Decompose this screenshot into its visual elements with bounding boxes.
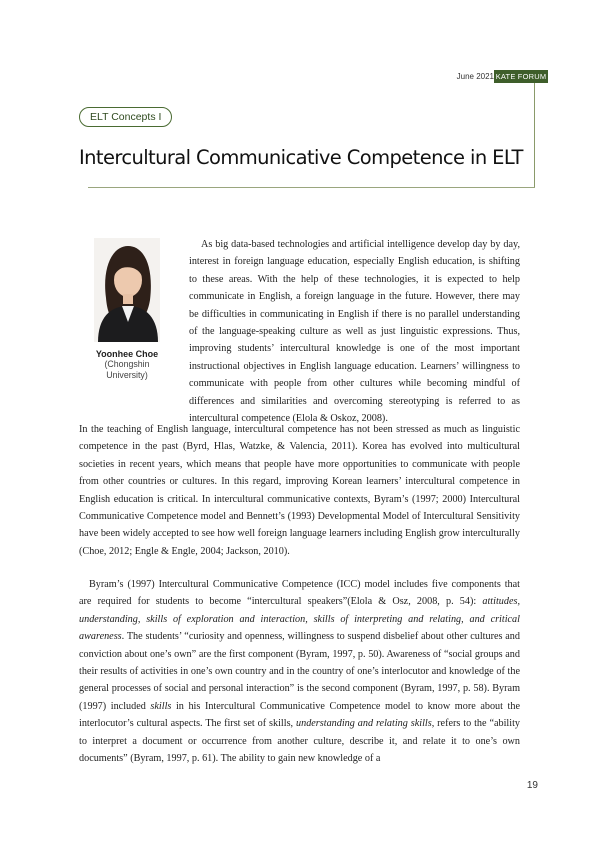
intro-paragraph: As big data-based technologies and artificial intelligence develop day by day, interest in foreign language education, especially English education, is shifting to these areas. With the help of these technologies, it is expected to help communicate in English, a foreign language in the future. However, there may be difficulties in communicating in English if there is no parallel understanding of the language-speaking culture as well as just linguistic expressions. Thus, improving students’ intercultural knowledge is one of the most important instructional objectives in English language education. Learners’ willingness to communicate with people from other cultures while becoming mindful of differences and similarities and overcoming stereotyping is referred to as intercultural competence (Elola & Oskoz, 2008). — [189, 239, 520, 425]
body-paragraph-2 — [79, 576, 520, 767]
icc-components-italic: attitudes, understanding, skills of exploration and interaction, skills of interpreting and relating, and critical awareness — [79, 596, 520, 643]
body-paragraph-1-block — [79, 421, 520, 560]
header-vertical-rule — [534, 83, 535, 187]
author-affiliation: (Chongshin University) — [104, 359, 150, 380]
author-photo — [94, 238, 160, 342]
title-rule — [88, 187, 535, 188]
issue-date: June 2021 — [456, 72, 494, 81]
skills-italic: skills — [150, 700, 172, 712]
section-tag: ELT Concepts I — [79, 107, 172, 127]
article-title: Intercultural Communicative Competence in ELT — [79, 146, 523, 169]
author-info — [94, 349, 160, 381]
page-number: 19 — [526, 780, 538, 791]
paragraph-2-text-c: in his Intercultural Communicative Competence model to know more about the interlocutor’s cultural aspects. The first set of skills, — [79, 700, 520, 730]
paragraph-2-text-d: , refers to the “ability to interpret a document or occurrence from another culture, describe it, and relate it to one’s own documents” (Byram, 1997, p. 61). The ability to gain new knowledge of a — [79, 718, 520, 765]
intro-column — [189, 236, 520, 427]
paragraph-2-text-b: . The students’ “curiosity and openness, willingness to suspend disbelief about other cultures and conviction about one’s own” are the first component (Byram, 1997, p. 50). Awareness of “social groups and their results of activities in one’s own country and in the country of one’s interlocutor and knowledge of the general processes of social and personal interaction” is the second component (Byram, 1997, p. 58). Byram (1997) included — [79, 631, 520, 712]
author-portrait-icon — [94, 238, 160, 342]
author-name: Yoonhee Choe — [95, 349, 159, 359]
relating-skills-italic: understanding and relating skills — [296, 718, 432, 730]
body-paragraph-2-block — [79, 576, 520, 767]
body-paragraph-1: In the teaching of English language, intercultural competence has not been stressed as much as linguistic competence in the past (Byrd, Hlas, Watzke, & Valencia, 2011). Korea has evolved into multicultural societies in recent years, which means that people have more opportunities to communicate with people from other countries or cultures. In this regard, improving Korean learners’ intercultural competence in English education is critical. In intercultural communicative contexts, Byram’s (1997; 2000) Intercultural Communicative Competence model and Bennett’s (1993) Developmental Model of Intercultural Sensitivity have been widely accepted to see how well foreign language learners including English grow interculturally (Choe, 2012; Engle & Engle, 2004; Jackson, 2010). — [79, 424, 520, 557]
paragraph-2-text-a: Byram’s (1997) Intercultural Communicative Competence (ICC) model includes five components that are required for students to become “intercultural speakers”(Elola & Osz, 2008, p. 54): — [79, 579, 520, 608]
journal-badge: KATE FORUM — [495, 72, 547, 81]
